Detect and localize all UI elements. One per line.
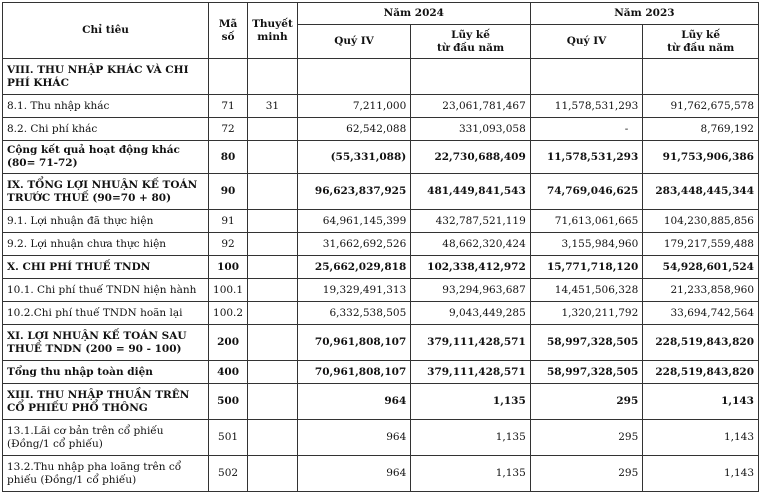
row-label: 13.1.Lãi cơ bản trên cổ phiếu (Đồng/1 cổ phiếu) [3, 420, 209, 456]
row-y2024: 48,662,320,424 [411, 233, 531, 256]
row-code: 100 [209, 256, 248, 279]
table-row [3, 141, 759, 174]
row-y2024: 432,787,521,119 [411, 210, 531, 233]
row-y2024: 331,093,058 [411, 118, 531, 141]
header-luy-ke-2024-line1: Lũy kế [451, 28, 490, 41]
row-label: 8.2. Chi phí khác [3, 118, 209, 141]
header-ma-so: Mã số [209, 3, 248, 59]
row-note [248, 233, 298, 256]
row-y2024 [411, 59, 531, 95]
table-row [3, 456, 759, 492]
header-quy-2024: Quý IV [297, 25, 410, 59]
row-label: IX. TỔNG LỢI NHUẬN KẾ TOÁN TRƯỚC THUẾ (90=70 + 80) [3, 174, 209, 210]
table-row [3, 118, 759, 141]
header-luy-ke-2024-line2: từ đầu năm [436, 41, 505, 54]
row-code [209, 59, 248, 95]
table-row [3, 233, 759, 256]
table-row [3, 279, 759, 302]
row-y2023 [643, 59, 759, 95]
row-y2024: 1,135 [411, 384, 531, 420]
row-q2024: 31,662,692,526 [297, 233, 410, 256]
row-q2023: 14,451,506,328 [530, 279, 643, 302]
row-y2023: 54,928,601,524 [643, 256, 759, 279]
table-row [3, 174, 759, 210]
row-q2024: 7,211,000 [297, 95, 410, 118]
row-y2024: 102,338,412,972 [411, 256, 531, 279]
row-y2024: 379,111,428,571 [411, 361, 531, 384]
row-note [248, 279, 298, 302]
row-q2023 [530, 59, 643, 95]
row-code: 200 [209, 325, 248, 361]
row-note [248, 141, 298, 174]
row-label: X. CHI PHÍ THUẾ TNDN [3, 256, 209, 279]
table-row [3, 256, 759, 279]
table-row [3, 59, 759, 95]
income-statement-table [2, 2, 759, 492]
row-q2024: 64,961,145,399 [297, 210, 410, 233]
row-y2023: 91,762,675,578 [643, 95, 759, 118]
header-thuyet-minh-line1: Thuyết [252, 17, 293, 30]
row-note [248, 118, 298, 141]
row-q2024: 70,961,808,107 [297, 361, 410, 384]
row-y2024: 481,449,841,543 [411, 174, 531, 210]
row-y2024: 23,061,781,467 [411, 95, 531, 118]
row-code: 500 [209, 384, 248, 420]
row-note [248, 174, 298, 210]
row-code: 92 [209, 233, 248, 256]
row-y2023: 228,519,843,820 [643, 325, 759, 361]
header-thuyet-minh-line2: minh [257, 30, 288, 43]
row-q2023: 295 [530, 384, 643, 420]
row-label: 13.2.Thu nhập pha loãng trên cổ phiếu (Đồng/1 cổ phiếu) [3, 456, 209, 492]
row-label: XIII. THU NHẬP THUẦN TRÊN CỔ PHIẾU PHỔ THÔNG [3, 384, 209, 420]
row-q2024: 964 [297, 456, 410, 492]
row-label: Cộng kết quả hoạt động khác (80= 71-72) [3, 141, 209, 174]
row-code: 91 [209, 210, 248, 233]
header-row-years [3, 3, 759, 25]
table-row [3, 384, 759, 420]
row-label: 10.1. Chi phí thuế TNDN hiện hành [3, 279, 209, 302]
row-y2023: 1,143 [643, 420, 759, 456]
row-y2023: 179,217,559,488 [643, 233, 759, 256]
row-note [248, 384, 298, 420]
header-luy-ke-2023 [643, 25, 759, 59]
row-note [248, 256, 298, 279]
row-y2024: 1,135 [411, 420, 531, 456]
row-q2023: 1,320,211,792 [530, 302, 643, 325]
row-y2024: 22,730,688,409 [411, 141, 531, 174]
row-label: 10.2.Chi phí thuế TNDN hoãn lại [3, 302, 209, 325]
row-q2024: 19,329,491,313 [297, 279, 410, 302]
row-code: 80 [209, 141, 248, 174]
header-year-2024: Năm 2024 [297, 3, 530, 25]
row-q2023: 11,578,531,293 [530, 141, 643, 174]
row-note [248, 420, 298, 456]
row-label: VIII. THU NHẬP KHÁC VÀ CHI PHÍ KHÁC [3, 59, 209, 95]
table-row [3, 210, 759, 233]
row-y2024: 9,043,449,285 [411, 302, 531, 325]
row-y2023: 1,143 [643, 384, 759, 420]
row-y2024: 379,111,428,571 [411, 325, 531, 361]
row-y2024: 93,294,963,687 [411, 279, 531, 302]
row-q2023: 71,613,061,665 [530, 210, 643, 233]
row-code: 100.1 [209, 279, 248, 302]
row-code: 71 [209, 95, 248, 118]
table-row [3, 420, 759, 456]
row-note: 31 [248, 95, 298, 118]
row-note [248, 59, 298, 95]
row-q2023: 11,578,531,293 [530, 95, 643, 118]
row-q2023: 58,997,328,505 [530, 325, 643, 361]
table-row [3, 302, 759, 325]
row-q2024 [297, 59, 410, 95]
header-year-2023: Năm 2023 [530, 3, 758, 25]
row-y2023: 91,753,906,386 [643, 141, 759, 174]
row-q2024: 964 [297, 420, 410, 456]
row-q2023: 3,155,984,960 [530, 233, 643, 256]
row-y2023: 1,143 [643, 456, 759, 492]
header-luy-ke-2024 [411, 25, 531, 59]
row-code: 400 [209, 361, 248, 384]
row-q2024: 62,542,088 [297, 118, 410, 141]
header-thuyet-minh [248, 3, 298, 59]
row-q2024: 964 [297, 384, 410, 420]
row-label: 8.1. Thu nhập khác [3, 95, 209, 118]
row-q2023: - [530, 118, 643, 141]
financial-table-container [2, 2, 759, 492]
row-note [248, 302, 298, 325]
row-y2023: 8,769,192 [643, 118, 759, 141]
table-row [3, 361, 759, 384]
row-q2024: 96,623,837,925 [297, 174, 410, 210]
table-row [3, 95, 759, 118]
row-note [248, 361, 298, 384]
row-code: 100.2 [209, 302, 248, 325]
row-q2024: 70,961,808,107 [297, 325, 410, 361]
row-label: 9.2. Lợi nhuận chưa thực hiện [3, 233, 209, 256]
row-q2023: 58,997,328,505 [530, 361, 643, 384]
row-q2024: 6,332,538,505 [297, 302, 410, 325]
row-y2023: 104,230,885,856 [643, 210, 759, 233]
row-label: XI. LỢI NHUẬN KẾ TOÁN SAU THUẾ TNDN (200 = 90 - 100) [3, 325, 209, 361]
row-note [248, 456, 298, 492]
row-label: 9.1. Lợi nhuận đã thực hiện [3, 210, 209, 233]
header-luy-ke-2023-line2: từ đầu năm [667, 41, 735, 54]
row-q2023: 15,771,718,120 [530, 256, 643, 279]
row-code: 502 [209, 456, 248, 492]
row-note [248, 210, 298, 233]
header-quy-2023: Quý IV [530, 25, 643, 59]
row-y2023: 283,448,445,344 [643, 174, 759, 210]
header-luy-ke-2023-line1: Lũy kế [681, 28, 720, 41]
row-y2024: 1,135 [411, 456, 531, 492]
row-label: Tổng thu nhập toàn diện [3, 361, 209, 384]
row-code: 501 [209, 420, 248, 456]
row-q2024: 25,662,029,818 [297, 256, 410, 279]
row-y2023: 33,694,742,564 [643, 302, 759, 325]
row-y2023: 21,233,858,960 [643, 279, 759, 302]
row-code: 90 [209, 174, 248, 210]
table-row [3, 325, 759, 361]
row-code: 72 [209, 118, 248, 141]
row-y2023: 228,519,843,820 [643, 361, 759, 384]
header-chi-tieu: Chỉ tiêu [3, 3, 209, 59]
row-q2023: 74,769,046,625 [530, 174, 643, 210]
row-note [248, 325, 298, 361]
row-q2023: 295 [530, 420, 643, 456]
row-q2023: 295 [530, 456, 643, 492]
row-q2024: (55,331,088) [297, 141, 410, 174]
